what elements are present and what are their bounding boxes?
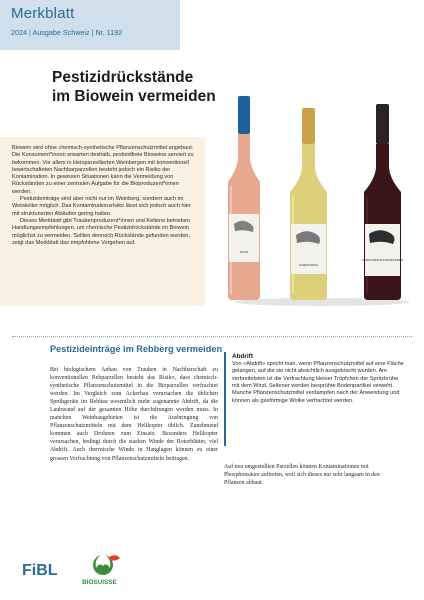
bottle-label-rose: ROSÉ (240, 250, 248, 254)
title-line-1: Pestizidrückstände (52, 69, 194, 86)
right-column (224, 463, 396, 487)
bottle-label-chardonnay: CHARDONNAY (298, 263, 319, 267)
bottle-red (362, 104, 403, 300)
wine-bottles-image (222, 96, 422, 306)
left-column (50, 366, 218, 463)
intro-paragraph-1: Biowein wird ohne chemisch-synthetische Pflanzenschutzmittel angebaut. Die Konsument*innen erwarten deshalb, pestizidfreie Bioweine serviert zu bekommen. Vor allem in kleinparzellierten Weinbergen mit konventionell bewirtschafteten Nachbarparzellen besteht jedoch ein Risiko der Kontamination. In gewissen Situationen kann die Vermeidung von Rückständen zu einer zentralen Aufgabe für die Bioproduzent*innen werden. (12, 145, 194, 195)
bottle-rose (228, 96, 260, 300)
intro-paragraph-3: Dieses Merkblatt gibt Traubenproduzent*innen und Kelterei betrieben Handlungsempfehlungen, um chemische Pestizidrückstände im Biowein möglichst zu vermeiden. Sollten dennoch Rückstände gefunden werden, zeigt das Merkblatt das empfohlene Vorgehen auf. (12, 217, 190, 246)
biosuisse-logo (82, 552, 132, 588)
abdrift-title: Abdrift (232, 353, 253, 360)
section-divider (12, 336, 412, 337)
abdrift-text: Von «Abdrift» spricht man, wenn Pflanzenschutzmittel auf eine Fläche gelangen, auf die sie nicht absichtlich ausgebracht wurden. Am verbreitetsten ist die Verfrachtung kleiner Tröpfchen der Spritzbrühe mit dem Wind. Seltener werden besprühte Bodenpartikel verweht. Manche Pflanzenschutzmittel verdampfen nach der Anwendung und können als gasförmige Wolke verfrachtet werden. (232, 361, 404, 404)
header-band (0, 0, 180, 50)
fibl-logo (22, 560, 62, 578)
biosuisse-logo-text: BIOSUISSE (82, 579, 117, 586)
issue-line: 2024 | Ausgabe Schweiz | Nr. 1192 (11, 28, 123, 37)
series-title: Merkblatt (11, 5, 75, 22)
body-text-right: Auf neu umgestellten Parzellen können Kontaminationen mit Phosphonsäure auftreten, weil sich dieses nur sehr langsam in den Pflanzen abbaut. (224, 464, 380, 487)
bottle-label-red: HORNUSSER BLAUBURGUNDER (362, 259, 403, 262)
intro-box (0, 137, 205, 306)
abdrift-box (224, 352, 404, 446)
section-heading: Pestizideinträge im Rebberg vermeiden (50, 344, 223, 354)
intro-paragraph-2: Pestizideinträge sind aber nicht nur im Weinberg, sondern auch im Weinkeller möglich. Das Kontaminationsrisiko lässt sich jedoch auch hier mit strukturierten Abläufen gering halten. (12, 196, 191, 217)
title-line-2: im Biowein vermeiden (52, 88, 216, 105)
bottle-chardonnay (290, 108, 327, 300)
bud-icon (82, 552, 132, 580)
body-text-left: Bei biologischem Anbau von Trauben in Nachbarschaft zu konventionellen Rebparzellen besteht das Risiko, dass chemisch-synthetische Pflanzenschutzmittel in die Bioparzellen verfrachtet werden. Im Vergleich zum Ackerbau verursachen die üblichen Sprühgeräte im Rebbau wesentlich mehr sogenannte Abdrift, da die Laubwand auf der gesamten Höhe durchdrungen werden muss. In manchen Weinbaugebieten ist die Ausbringung von Pflanzenschutzmitteln mit dem Helikopter üblich. Zunehmend kommen auch Drohnen zum Einsatz. Besonders Helikopter verursachen, bedingt durch die starken Winde der Rotorblätter, viel Abdrift. Auch thermische Winde in Hanglagen können zu einer grossen Verfrachtung von Pflanzenschutzmitteln beitragen. (50, 367, 218, 462)
fibl-logo-text: FiBL (22, 562, 58, 578)
